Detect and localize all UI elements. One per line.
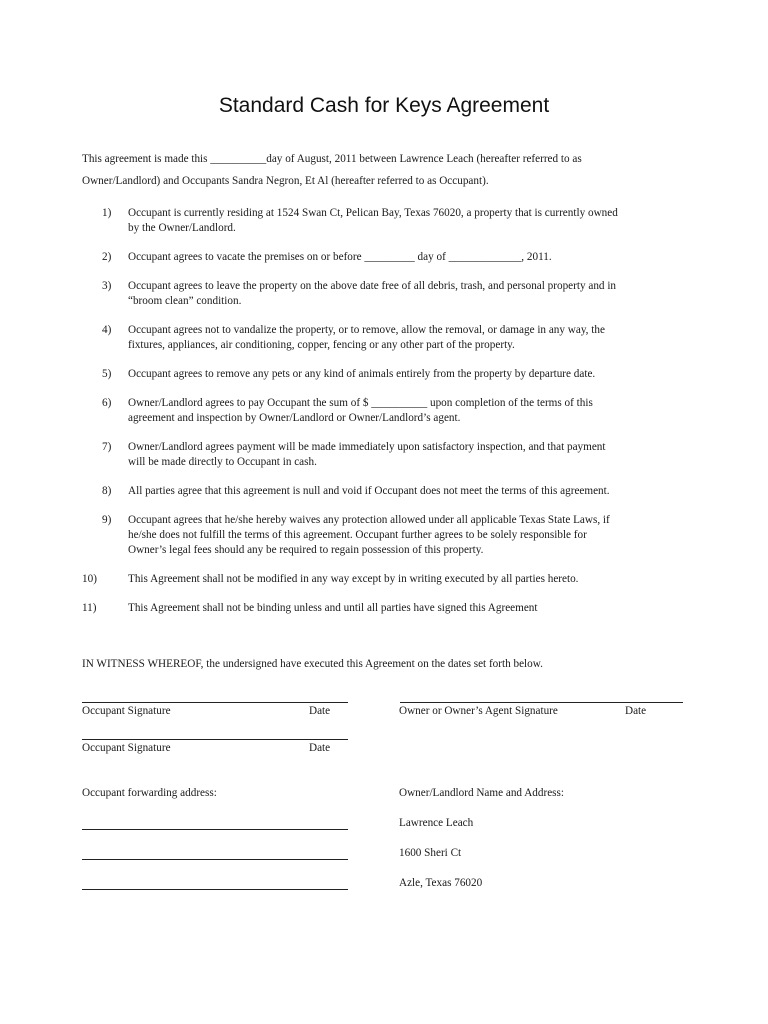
clause-text-line: agreement and inspection by Owner/Landlord or Owner/Landlord’s agent. xyxy=(128,412,461,424)
clause-text-line: Occupant agrees that he/she hereby waives any protection allowed under all applicable Texas State Laws, if xyxy=(128,514,610,526)
clause-number: 10) xyxy=(82,573,97,585)
clause-number: 4) xyxy=(102,324,112,336)
occupant-date-label-2: Date xyxy=(309,742,331,754)
clause-item xyxy=(82,250,682,265)
clause-number: 11) xyxy=(82,602,97,614)
owner-city: Azle, Texas 76020 xyxy=(399,877,483,889)
occupant-address-heading: Occupant forwarding address: xyxy=(82,787,217,799)
clause-text-line: Owner/Landlord agrees to pay Occupant the sum of $ __________ upon completion of the terms of this xyxy=(128,397,593,409)
clause-text-line: he/she does not fulfill the terms of this agreement. Occupant further agrees to be solely responsible for xyxy=(128,529,587,541)
clause-text-line: Occupant is currently residing at 1524 Swan Ct, Pelican Bay, Texas 76020, a property that is currently owned xyxy=(128,207,618,219)
clause-text-line: fixtures, appliances, air conditioning, copper, fencing or any other part of the property. xyxy=(128,339,515,351)
document-title: Standard Cash for Keys Agreement xyxy=(218,94,550,117)
clause-text-line: by the Owner/Landlord. xyxy=(128,222,236,234)
clause-text-line: “broom clean” condition. xyxy=(128,295,242,307)
clause-item xyxy=(82,440,682,470)
occupant-signature-line-2[interactable] xyxy=(82,739,348,740)
occupant-address-line-1[interactable] xyxy=(82,829,348,830)
clause-item xyxy=(82,279,682,309)
clause-text-line: All parties agree that this agreement is null and void if Occupant does not meet the terms of this agreement. xyxy=(128,485,610,497)
clause-number: 8) xyxy=(102,485,112,497)
clause-number: 3) xyxy=(102,280,112,292)
owner-name: Lawrence Leach xyxy=(399,817,474,829)
clause-item xyxy=(82,323,682,353)
clause-item xyxy=(82,367,682,382)
owner-address-heading: Owner/Landlord Name and Address: xyxy=(399,787,564,799)
clause-item xyxy=(82,572,682,587)
intro-line-2: Owner/Landlord) and Occupants Sandra Negron, Et Al (hereafter referred to as Occupant). xyxy=(82,175,489,187)
clause-text-line: Owner’s legal fees should any be required to regain possession of this property. xyxy=(128,544,484,556)
clause-text-line: This Agreement shall not be binding unless and until all parties have signed this Agreement xyxy=(128,602,538,614)
clause-item xyxy=(82,484,682,499)
clause-text-line: Occupant agrees to remove any pets or any kind of animals entirely from the property by departure date. xyxy=(128,368,596,380)
clause-text-line: Occupant agrees not to vandalize the property, or to remove, allow the removal, or damage in any way, the xyxy=(128,324,605,336)
clause-text-line: This Agreement shall not be modified in any way except by in writing executed by all parties hereto. xyxy=(128,573,579,585)
clause-list xyxy=(82,206,682,630)
occupant-address-line-3[interactable] xyxy=(82,889,348,890)
clause-number: 9) xyxy=(102,514,112,526)
owner-date-label: Date xyxy=(625,705,647,717)
clause-number: 1) xyxy=(102,207,112,219)
intro-line-1: This agreement is made this __________day of August, 2011 between Lawrence Leach (hereafter referred to as xyxy=(82,153,582,165)
occupant-address-line-2[interactable] xyxy=(82,859,348,860)
occupant-signature-line-1[interactable] xyxy=(82,702,348,703)
agreement-intro xyxy=(82,148,702,192)
clause-item xyxy=(82,601,682,616)
occupant-signature-label-2: Occupant Signature xyxy=(82,742,171,754)
owner-signature-label: Owner or Owner’s Agent Signature xyxy=(399,705,558,717)
witness-statement: IN WITNESS WHEREOF, the undersigned have executed this Agreement on the dates set forth below. xyxy=(82,658,543,670)
clause-text-line: will be made directly to Occupant in cash. xyxy=(128,456,317,468)
occupant-date-label-1: Date xyxy=(309,705,331,717)
occupant-signature-label-1: Occupant Signature xyxy=(82,705,171,717)
clause-item xyxy=(82,206,682,236)
owner-signature-line[interactable] xyxy=(400,702,683,703)
clause-item xyxy=(82,396,682,426)
clause-number: 5) xyxy=(102,368,112,380)
clause-text-line: Occupant agrees to leave the property on the above date free of all debris, trash, and personal property and in xyxy=(128,280,617,292)
clause-item xyxy=(82,513,682,558)
clause-number: 2) xyxy=(102,251,112,263)
owner-street: 1600 Sheri Ct xyxy=(399,847,462,859)
clause-number: 7) xyxy=(102,441,112,453)
clause-text-line: Occupant agrees to vacate the premises on or before _________ day of _____________, 2011. xyxy=(128,251,552,263)
clause-number: 6) xyxy=(102,397,112,409)
clause-text-line: Owner/Landlord agrees payment will be made immediately upon satisfactory inspection, and that payment xyxy=(128,441,606,453)
